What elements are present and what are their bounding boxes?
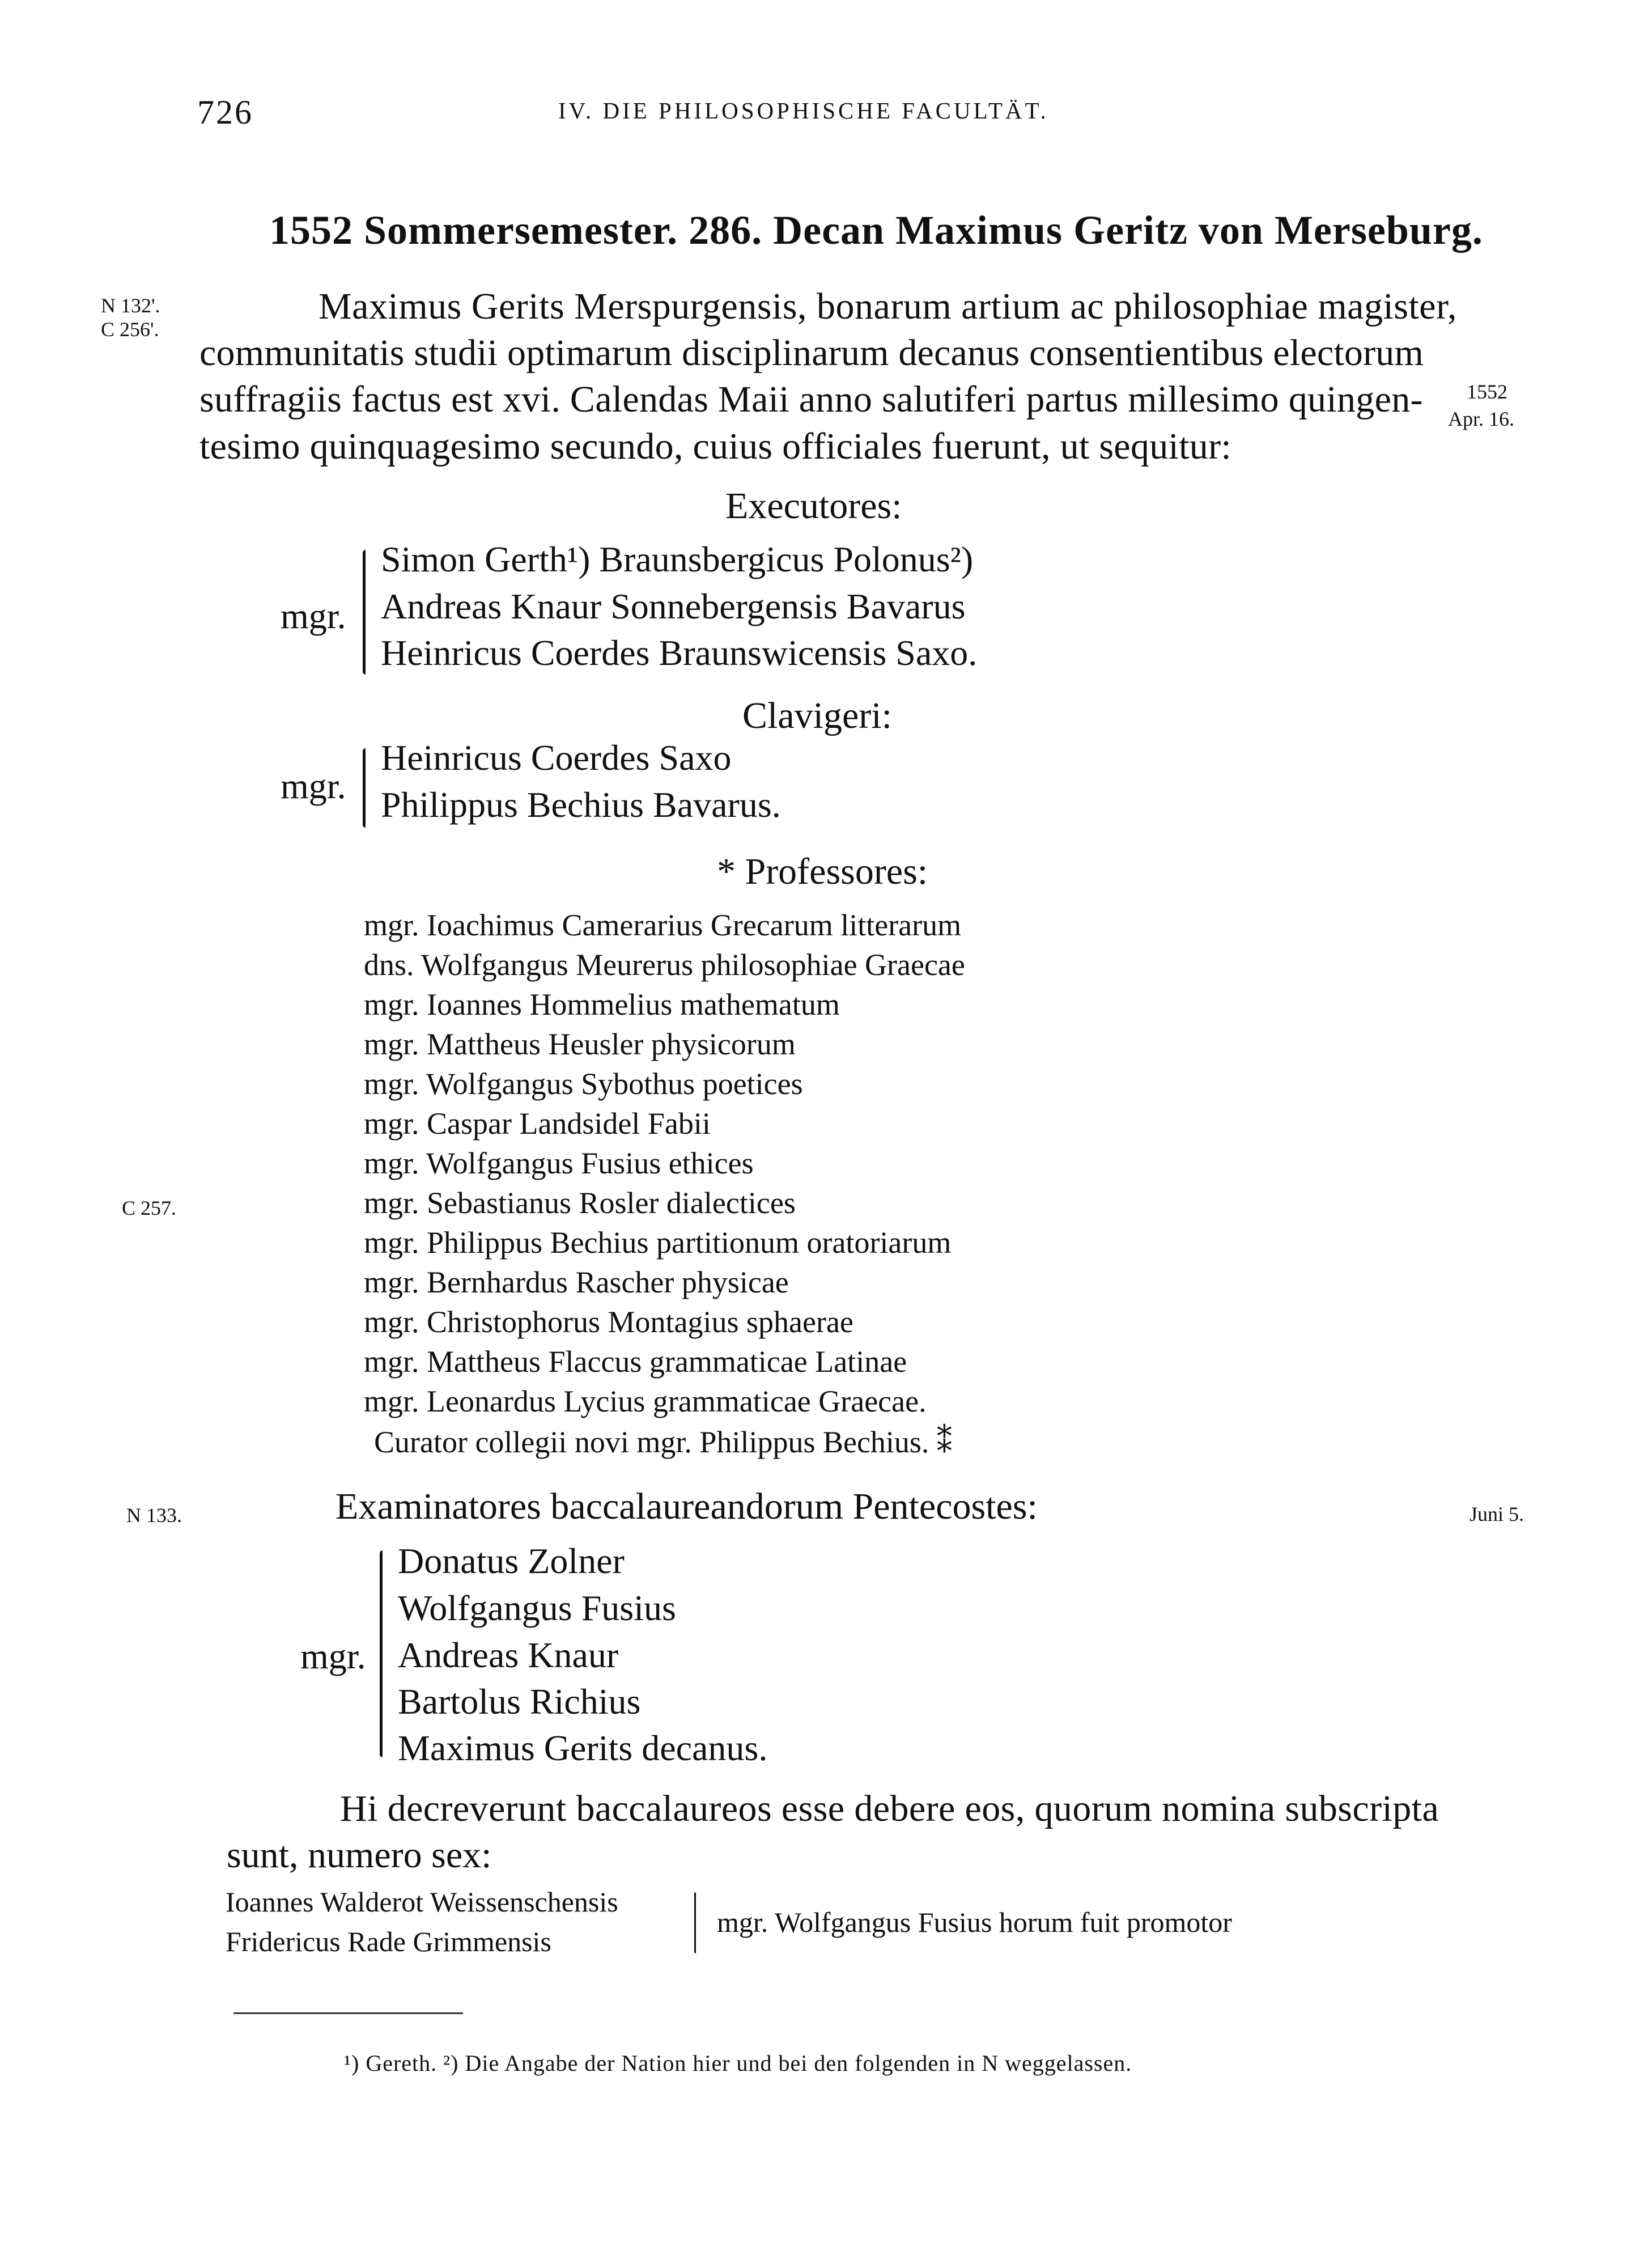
professor-row: mgr. Christophorus Montagius sphaerae [364, 1305, 853, 1339]
clavigeri-heading: Clavigeri: [742, 695, 892, 736]
clavigeri-name-1: Heinricus Coerdes Saxo [381, 737, 732, 778]
professor-row: mgr. Leonardus Lycius grammaticae Graecae. [364, 1384, 927, 1418]
footnote-rule [233, 2012, 463, 2014]
examinatores-brace [380, 1550, 383, 1757]
page-number: 726 [197, 94, 253, 131]
margin-date-year: 1552 [1467, 380, 1507, 403]
executores-name-2: Andreas Knaur Sonnebergensis Bavarus [381, 586, 966, 626]
clavigeri-prefix: mgr. [281, 766, 346, 806]
examinator-name-5: Maximus Gerits decanus. [398, 1728, 768, 1768]
professor-row: mgr. Caspar Landsidel Fabii [364, 1107, 711, 1141]
clavigeri-brace [363, 748, 366, 828]
running-title: IV. DIE PHILOSOPHISCHE FACULTÄT. [558, 98, 1049, 124]
intro-line-1: Maximus Gerits Merspurgensis, bonarum artium ac philosophiae magister, [318, 286, 1457, 327]
examinator-name-2: Wolfgangus Fusius [398, 1588, 676, 1628]
margin-date-day: Apr. 16. [1448, 408, 1514, 430]
professor-row: mgr. Bernhardus Rascher physicae [364, 1265, 789, 1299]
executores-prefix: mgr. [281, 596, 346, 636]
professor-row: mgr. Wolfgangus Fusius ethices [364, 1146, 754, 1180]
candidate-1: Ioannes Walderot Weissenschensis [226, 1886, 618, 1918]
executores-name-3: Heinricus Coerdes Braunswicensis Saxo. [381, 633, 978, 673]
professor-row: mgr. Ioachimus Camerarius Grecarum litterarum [364, 908, 962, 942]
examinator-name-1: Donatus Zolner [398, 1541, 625, 1581]
examinatores-prefix: mgr. [300, 1636, 366, 1676]
intro-line-3: suffragiis factus est xvi. Calendas Maii anno salutiferi partus millesimo quingen- [199, 379, 1423, 420]
margin-ref-c256: C 256'. [101, 318, 159, 341]
professor-row: mgr. Wolfgangus Sybothus poetices [364, 1067, 803, 1101]
margin-ref-n132: N 132'. [101, 294, 160, 317]
margin-ref-n133: N 133. [126, 1504, 182, 1527]
candidates-brace [694, 1892, 696, 1953]
examinator-name-4: Bartolus Richius [398, 1681, 641, 1722]
footnote: ¹) Gereth. ²) Die Angabe der Nation hier und bei den folgenden in N weggelassen. [344, 2050, 1132, 2076]
executores-name-1: Simon Gerth¹) Braunsbergicus Polonus²) [381, 539, 974, 579]
professor-row: mgr. Sebastianus Rosler dialectices [364, 1186, 796, 1220]
decree-line-1: Hi decreverunt baccalaureos esse debere eos, quorum nomina subscripta [340, 1788, 1439, 1829]
professor-row: mgr. Mattheus Heusler physicorum [364, 1027, 796, 1061]
clavigeri-name-2: Philippus Bechius Bavarus. [381, 785, 781, 825]
professor-row: mgr. Ioannes Hommelius mathematum [364, 987, 840, 1021]
section-title: 1552 Sommersemester. 286. Decan Maximus Geritz von Merseburg. [269, 207, 1483, 253]
decree-line-2: sunt, numero sex: [227, 1834, 492, 1876]
margin-ref-c257: C 257. [122, 1197, 177, 1219]
executores-heading: Executores: [725, 485, 902, 527]
candidate-2: Fridericus Rade Grimmensis [226, 1926, 551, 1957]
curator-row: Curator collegii novi mgr. Philippus Bechius. ⁑ [374, 1425, 952, 1459]
professores-heading: * Professores: [717, 851, 928, 892]
intro-line-2: communitatis studii optimarum disciplinarum decanus consentientibus electorum [199, 332, 1424, 374]
margin-date-juni: Juni 5. [1470, 1503, 1524, 1525]
professor-row: dns. Wolfgangus Meurerus philosophiae Graecae [364, 948, 965, 982]
intro-line-4: tesimo quinquagesimo secundo, cuius officiales fuerunt, ut sequitur: [199, 426, 1231, 467]
professor-row: mgr. Mattheus Flaccus grammaticae Latinae [364, 1345, 907, 1379]
examinatores-heading: Examinatores baccalaureandorum Pentecostes: [336, 1486, 1038, 1527]
professor-row: mgr. Philippus Bechius partitionum oratoriarum [364, 1226, 952, 1260]
examinator-name-3: Andreas Knaur [398, 1635, 619, 1675]
candidates-promotor: mgr. Wolfgangus Fusius horum fuit promotor [717, 1906, 1232, 1938]
executores-brace [363, 550, 366, 675]
